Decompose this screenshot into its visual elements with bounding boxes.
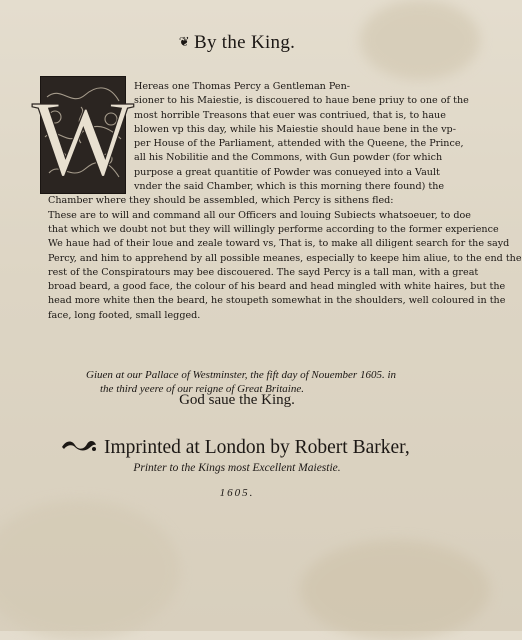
body-line: Chamber where they should be assembled, which Percy is sithens fled: bbox=[48, 195, 394, 207]
given-line-2: the third yeere of our reigne of Great Britaine. bbox=[100, 383, 304, 395]
body-line: Percy, and him to apprehend by all possible meanes, especially to keepe him aliue, to the end the bbox=[48, 252, 522, 264]
svg-text:W: W bbox=[32, 80, 134, 199]
proclamation-heading: ❦ By the King. bbox=[178, 32, 296, 53]
printer-ornament-icon bbox=[60, 438, 98, 452]
body-line: most horrible Treasons that euer was contriued, that is, to haue bbox=[134, 109, 446, 121]
paper-stain bbox=[300, 540, 490, 640]
body-line: purpose a great quantitie of Powder was conueyed into a Vault bbox=[134, 166, 440, 178]
imprint-year: 1605. bbox=[219, 487, 255, 499]
body-line: Hereas one Thomas Percy a Gentleman Pen- bbox=[134, 81, 351, 92]
body-line: blowen vp this day, while his Maiestie should haue bene in the vp- bbox=[134, 123, 456, 135]
body-line: broad beard, a good face, the colour of his beard and head mingled with white haires, but the bbox=[48, 281, 506, 293]
closing-salutation: God saue the King. bbox=[179, 392, 295, 408]
body-line: vnder the said Chamber, which is this morning there found) the bbox=[134, 181, 445, 193]
body-line: sioner to his Maiestie, is discouered to haue bene priuy to one of the bbox=[134, 95, 469, 107]
body-line: rest of the Conspiratours may bee discouered. The sayd Percy is a tall man, with a great bbox=[48, 266, 479, 278]
given-line-1: Giuen at our Pallace of Westminster, the fift day of Nouember 1605. in bbox=[86, 369, 397, 381]
proclamation-body bbox=[48, 80, 522, 323]
body-line: face, long footed, small legged. bbox=[48, 309, 201, 321]
printer-title: Printer to the Kings most Excellent Maiestie. bbox=[133, 462, 341, 474]
body-line: These are to will and command all our Officers and louing Subiects whatsoeuer, to doe bbox=[48, 209, 471, 221]
paper-stain bbox=[0, 500, 180, 640]
body-line: head more white then the beard, he stoupeth somewhat in the shoulders, well coloured in the bbox=[48, 295, 506, 307]
body-line: We haue had of their loue and zeale toward vs, That is, to make all diligent search for the sayd bbox=[48, 238, 510, 250]
imprint-line: Imprinted at London by Robert Barker, bbox=[60, 437, 440, 459]
fleuron-icon: ❦ bbox=[178, 34, 190, 49]
body-line: per House of the Parliament, attended with the Queene, the Prince, bbox=[134, 138, 464, 150]
body-line: that which we doubt not but they will willingly performe according to the former experience bbox=[48, 223, 499, 235]
body-line: all his Nobilitie and the Commons, with Gun powder (for which bbox=[134, 152, 443, 164]
